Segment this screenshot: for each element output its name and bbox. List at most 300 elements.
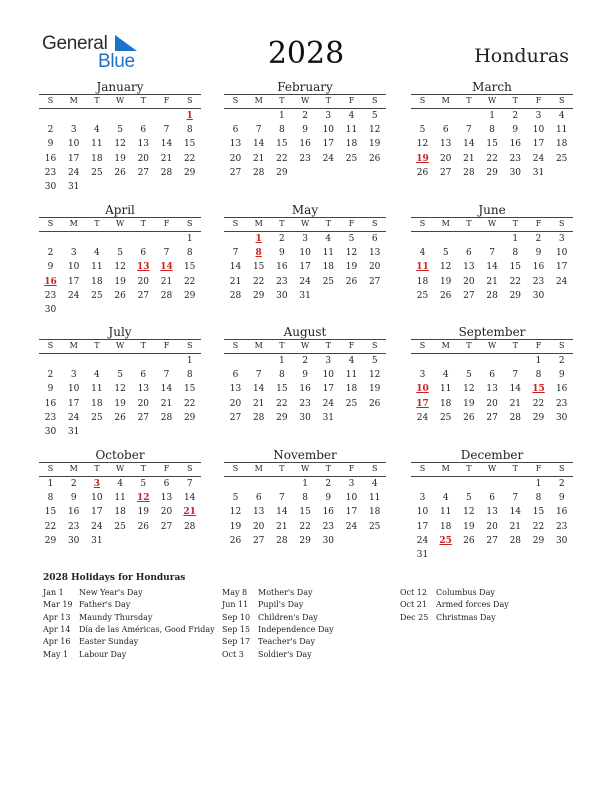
- calendar-day: 8: [186, 125, 193, 136]
- calendar-day: 1: [47, 479, 54, 489]
- holiday-day: 12: [137, 493, 150, 504]
- calendar-day: 21: [229, 276, 242, 287]
- weekday-label: F: [348, 219, 355, 228]
- calendar-day: 24: [91, 521, 103, 532]
- calendar-day: 7: [512, 370, 519, 381]
- holiday-date: Apr 13: [43, 612, 71, 622]
- calendar-day: 24: [345, 521, 358, 532]
- calendar-day: 7: [163, 248, 170, 259]
- calendar-day: 24: [555, 276, 568, 287]
- calendar-day: 29: [486, 167, 498, 178]
- weekday-label: T: [466, 341, 472, 350]
- calendar-day: 18: [345, 384, 358, 395]
- holiday-day: 13: [137, 262, 150, 273]
- calendar-day: 13: [137, 139, 150, 150]
- calendar-day: 23: [44, 412, 57, 423]
- calendar-day: 26: [345, 276, 358, 287]
- calendar-day: 14: [160, 139, 173, 150]
- calendar-day: 16: [44, 398, 57, 409]
- calendar-day: 19: [114, 398, 126, 409]
- calendar-day: 10: [416, 507, 429, 518]
- calendar-day: 7: [163, 370, 170, 381]
- weekday-label: W: [300, 219, 310, 228]
- holiday-name: Día de las Américas, Good Friday: [79, 624, 215, 634]
- holiday-name: Maundy Thursday: [79, 612, 153, 622]
- month-july: [39, 325, 201, 441]
- weekday-label: M: [254, 219, 263, 228]
- weekday-label: W: [300, 96, 310, 105]
- calendar-day: 8: [186, 248, 193, 259]
- holiday-entry: [222, 600, 303, 609]
- calendar-day: 10: [532, 125, 545, 136]
- calendar-day: 12: [368, 125, 381, 136]
- calendar-day: 11: [439, 507, 452, 518]
- calendar-day: 18: [322, 262, 335, 273]
- calendar-day: 16: [67, 507, 80, 518]
- month-october: [39, 448, 201, 564]
- calendar-day: 26: [114, 167, 126, 178]
- calendar-day: 5: [140, 479, 147, 489]
- calendar-day: 28: [463, 167, 475, 178]
- calendar-day: 5: [466, 493, 472, 504]
- weekday-label: M: [441, 464, 450, 473]
- calendar-day: 2: [558, 356, 565, 366]
- calendar-day: 3: [419, 493, 426, 504]
- weekday-label: M: [69, 464, 78, 473]
- calendar-day: 30: [44, 305, 57, 315]
- calendar-day: 28: [276, 535, 288, 546]
- holiday-entry: [222, 625, 334, 634]
- holiday-day: 19: [416, 153, 429, 164]
- calendar-day: 14: [509, 507, 522, 518]
- holiday-date: Sep 10: [222, 612, 251, 622]
- weekday-label: W: [487, 219, 497, 228]
- holiday-date: Oct 3: [222, 649, 244, 659]
- holiday-name: Armed forces Day: [436, 600, 509, 610]
- calendar-day: 8: [279, 125, 285, 136]
- calendar-day: 4: [371, 479, 378, 489]
- calendar-day: 11: [114, 493, 126, 504]
- weekday-label: S: [47, 341, 54, 350]
- holiday-entry: [43, 637, 138, 646]
- calendar-day: 12: [229, 507, 242, 518]
- calendar-day: 29: [183, 167, 196, 178]
- calendar-day: 3: [325, 111, 332, 121]
- calendar-day: 9: [512, 125, 519, 136]
- calendar-day: 29: [299, 535, 311, 546]
- month-name: June: [478, 203, 506, 217]
- weekday-label: F: [348, 96, 355, 105]
- calendar-day: 12: [463, 384, 475, 395]
- calendar-day: 26: [368, 398, 381, 409]
- calendar-day: 23: [322, 521, 335, 532]
- calendar-day: 24: [416, 535, 429, 546]
- calendar-day: 27: [229, 167, 242, 178]
- calendar-day: 13: [229, 139, 242, 150]
- calendar-day: 18: [368, 507, 381, 518]
- holiday-day: 21: [183, 507, 196, 518]
- holiday-day: 16: [44, 276, 57, 287]
- holidays-title: 2028 Holidays for Honduras: [43, 573, 186, 583]
- weekday-label: S: [47, 96, 54, 105]
- calendar-day: 4: [558, 111, 565, 121]
- calendar-day: 19: [114, 276, 126, 287]
- weekday-header: [411, 339, 573, 354]
- weekday-label: T: [325, 341, 331, 350]
- calendar-day: 29: [532, 535, 545, 546]
- calendar-day: 31: [416, 550, 429, 560]
- calendar-day: 14: [160, 384, 173, 395]
- calendar-day: 15: [276, 384, 288, 395]
- calendar-day: 24: [67, 412, 80, 423]
- weekday-label: M: [69, 341, 78, 350]
- calendar-day: 14: [463, 139, 475, 150]
- calendar-day: 6: [140, 125, 147, 136]
- weekday-label: S: [558, 341, 565, 350]
- calendar-day: 3: [70, 125, 77, 136]
- calendar-day: 6: [489, 370, 495, 381]
- calendar-day: 6: [255, 493, 262, 504]
- calendar-day: 10: [322, 125, 335, 136]
- weekday-label: S: [419, 341, 426, 350]
- calendar-day: 21: [252, 153, 265, 164]
- weekday-label: F: [163, 96, 170, 105]
- weekday-label: W: [487, 464, 497, 473]
- calendar-day: 15: [252, 262, 265, 273]
- calendar-day: 24: [322, 398, 335, 409]
- calendar-day: 25: [114, 521, 126, 532]
- calendar-day: 22: [44, 521, 57, 532]
- weekday-label: S: [47, 219, 54, 228]
- month-may: [224, 203, 386, 319]
- calendar-day: 1: [186, 356, 193, 366]
- calendar-day: 20: [137, 153, 150, 164]
- calendar-day: 26: [229, 535, 242, 546]
- calendar-day: 15: [44, 507, 57, 518]
- calendar-day: 30: [555, 412, 568, 423]
- holiday-entry: [400, 600, 509, 609]
- weekday-label: F: [163, 464, 170, 473]
- calendar-day: 16: [555, 384, 568, 395]
- weekday-label: S: [232, 219, 239, 228]
- month-february: [224, 80, 386, 196]
- calendar-day: 6: [140, 370, 147, 381]
- calendar-day: 29: [183, 290, 196, 301]
- calendar-day: 20: [486, 521, 498, 532]
- calendar-day: 4: [348, 356, 355, 366]
- weekday-label: W: [300, 464, 310, 473]
- calendar-day: 20: [137, 398, 150, 409]
- calendar-day: 9: [47, 384, 54, 395]
- holiday-day: 1: [186, 111, 193, 121]
- month-december: [411, 448, 573, 564]
- weekday-label: T: [512, 96, 518, 105]
- calendar-day: 7: [279, 493, 285, 504]
- holiday-date: May 8: [222, 588, 248, 597]
- weekday-label: T: [94, 219, 100, 228]
- calendar-day: 2: [512, 111, 519, 121]
- weekday-label: S: [371, 219, 378, 228]
- calendar-day: 15: [183, 139, 196, 150]
- calendar-day: 4: [348, 111, 355, 121]
- calendar-day: 25: [91, 290, 103, 301]
- calendar-day: 8: [512, 248, 519, 259]
- calendar-day: 22: [183, 276, 196, 287]
- weekday-label: S: [558, 219, 565, 228]
- calendar-day: 3: [302, 234, 308, 244]
- calendar-day: 18: [91, 276, 103, 287]
- weekday-label: F: [535, 219, 542, 228]
- weekday-label: T: [466, 96, 472, 105]
- calendar-day: 14: [229, 262, 242, 273]
- calendar-day: 26: [114, 290, 126, 301]
- calendar-day: 15: [486, 139, 498, 150]
- calendar-day: 7: [489, 248, 495, 259]
- holiday-name: Teacher's Day: [258, 637, 315, 647]
- weekday-label: M: [254, 464, 263, 473]
- calendar-day: 23: [67, 521, 80, 532]
- weekday-label: T: [325, 464, 331, 473]
- calendar-day: 6: [466, 248, 472, 259]
- calendar-day: 31: [532, 167, 545, 178]
- holiday-date: Oct 12: [400, 588, 427, 597]
- calendar-day: 13: [439, 139, 452, 150]
- calendar-day: 9: [279, 248, 285, 259]
- weekday-label: F: [348, 341, 355, 350]
- holiday-date: Dec 25: [400, 612, 429, 622]
- calendar-day: 16: [555, 507, 568, 518]
- calendar-day: 5: [371, 111, 378, 121]
- calendar-day: 2: [558, 479, 565, 489]
- month-march: [411, 80, 573, 196]
- holiday-name: Soldier's Day: [258, 649, 312, 659]
- calendar-day: 16: [299, 139, 311, 150]
- calendar-day: 13: [486, 507, 498, 518]
- calendar-day: 12: [439, 262, 452, 273]
- brand-word-blue: Blue: [98, 51, 135, 72]
- weekday-label: F: [163, 219, 170, 228]
- calendar-day: 3: [70, 370, 77, 381]
- calendar-day: 23: [532, 276, 545, 287]
- month-name: March: [472, 80, 512, 94]
- weekday-header: [411, 217, 573, 232]
- calendar-day: 6: [442, 125, 449, 136]
- holiday-day: 15: [532, 384, 545, 395]
- weekday-label: T: [140, 96, 146, 105]
- calendar-day: 27: [486, 412, 498, 423]
- calendar-day: 21: [463, 153, 475, 164]
- calendar-day: 28: [160, 290, 173, 301]
- month-april: [39, 203, 201, 319]
- calendar-day: 11: [91, 384, 103, 395]
- calendar-day: 1: [302, 479, 308, 489]
- calendar-day: 17: [555, 262, 568, 273]
- calendar-day: 1: [186, 234, 193, 244]
- weekday-label: S: [371, 464, 378, 473]
- month-name: October: [95, 448, 145, 462]
- holiday-date: Oct 21: [400, 600, 427, 610]
- calendar-day: 24: [322, 153, 335, 164]
- calendar-day: 30: [67, 535, 80, 546]
- calendar-day: 25: [345, 398, 358, 409]
- calendar-day: 24: [532, 153, 545, 164]
- calendar-day: 27: [252, 535, 265, 546]
- calendar-day: 23: [44, 167, 57, 178]
- calendar-day: 28: [229, 290, 242, 301]
- calendar-day: 7: [512, 493, 519, 504]
- calendar-day: 31: [91, 535, 103, 546]
- calendar-day: 6: [371, 234, 378, 244]
- holiday-date: Apr 14: [43, 624, 71, 634]
- calendar-day: 6: [232, 125, 239, 136]
- calendar-day: 14: [486, 262, 498, 273]
- weekday-label: S: [186, 341, 193, 350]
- calendar-day: 5: [371, 356, 378, 366]
- calendar-day: 25: [345, 153, 358, 164]
- weekday-label: S: [186, 464, 193, 473]
- calendar-day: 2: [325, 479, 332, 489]
- calendar-day: 4: [442, 493, 449, 504]
- calendar-day: 18: [345, 139, 358, 150]
- holiday-date: May 1: [43, 649, 69, 659]
- calendar-day: 17: [67, 153, 80, 164]
- calendar-day: 26: [439, 290, 452, 301]
- calendar-day: 20: [439, 153, 452, 164]
- weekday-label: S: [232, 464, 239, 473]
- calendar-day: 18: [439, 398, 452, 409]
- calendar-day: 2: [302, 111, 308, 121]
- calendar-day: 12: [463, 507, 475, 518]
- weekday-label: S: [47, 464, 54, 473]
- holiday-entry: [43, 588, 143, 597]
- calendar-day: 1: [535, 356, 542, 366]
- calendar-day: 10: [91, 493, 103, 504]
- holiday-date: Sep 17: [222, 637, 251, 647]
- calendar-day: 1: [279, 111, 285, 121]
- calendar-day: 21: [486, 276, 498, 287]
- weekday-label: S: [371, 96, 378, 105]
- calendar-day: 2: [302, 356, 308, 366]
- calendar-day: 12: [114, 262, 126, 273]
- calendar-day: 30: [322, 535, 335, 546]
- weekday-header: [411, 94, 573, 109]
- weekday-label: M: [69, 219, 78, 228]
- calendar-day: 13: [463, 262, 475, 273]
- calendar-day: 30: [44, 427, 57, 437]
- holiday-name: Labour Day: [79, 649, 127, 659]
- month-name: May: [291, 203, 319, 217]
- holiday-day: 8: [255, 248, 262, 259]
- calendar-day: 11: [322, 248, 335, 259]
- calendar-day: 4: [94, 248, 100, 259]
- weekday-label: W: [487, 96, 497, 105]
- calendar-day: 7: [186, 479, 193, 489]
- calendar-day: 16: [532, 262, 545, 273]
- calendar-day: 22: [183, 398, 196, 409]
- weekday-label: T: [140, 219, 146, 228]
- calendar-day: 9: [47, 139, 54, 150]
- calendar-day: 23: [555, 398, 568, 409]
- weekday-header: [224, 94, 386, 109]
- holiday-day: 14: [160, 262, 173, 273]
- calendar-day: 10: [555, 248, 568, 259]
- calendar-day: 19: [229, 521, 242, 532]
- holiday-entry: [222, 637, 315, 646]
- calendar-day: 15: [299, 507, 311, 518]
- calendar-day: 20: [486, 398, 498, 409]
- calendar-day: 4: [94, 370, 100, 381]
- calendar-day: 10: [67, 262, 80, 273]
- weekday-label: S: [419, 464, 426, 473]
- calendar-day: 2: [47, 248, 54, 259]
- calendar-day: 8: [279, 370, 285, 381]
- calendar-day: 28: [509, 412, 522, 423]
- calendar-day: 9: [47, 262, 54, 273]
- weekday-label: S: [232, 96, 239, 105]
- weekday-label: S: [371, 341, 378, 350]
- weekday-header: [411, 462, 573, 477]
- holiday-entry: [222, 588, 312, 597]
- calendar-day: 30: [509, 167, 522, 178]
- calendar-day: 27: [160, 521, 173, 532]
- calendar-day: 20: [368, 262, 381, 273]
- month-september: [411, 325, 573, 441]
- calendar-day: 25: [416, 290, 429, 301]
- calendar-day: 19: [439, 276, 452, 287]
- calendar-day: 1: [535, 479, 542, 489]
- holiday-day: 25: [439, 535, 452, 546]
- calendar-day: 27: [137, 290, 150, 301]
- calendar-day: 1: [489, 111, 495, 121]
- holiday-entry: [43, 625, 215, 634]
- weekday-label: T: [325, 96, 331, 105]
- calendar-day: 6: [232, 370, 239, 381]
- calendar-day: 3: [70, 248, 77, 259]
- calendar-day: 16: [509, 139, 522, 150]
- weekday-label: M: [69, 96, 78, 105]
- calendar-day: 22: [276, 153, 288, 164]
- calendar-day: 19: [345, 262, 358, 273]
- calendar-day: 2: [47, 370, 54, 381]
- weekday-label: M: [441, 96, 450, 105]
- calendar-day: 6: [489, 493, 495, 504]
- weekday-label: T: [466, 219, 472, 228]
- calendar-day: 17: [299, 262, 311, 273]
- calendar-day: 26: [368, 153, 381, 164]
- weekday-label: T: [325, 219, 331, 228]
- calendar-day: 16: [276, 262, 288, 273]
- calendar-day: 17: [345, 507, 358, 518]
- holiday-entry: [400, 613, 496, 622]
- month-name: April: [105, 203, 135, 217]
- calendar-day: 8: [535, 370, 542, 381]
- weekday-header: [39, 94, 201, 109]
- weekday-header: [39, 462, 201, 477]
- calendar-day: 28: [160, 167, 173, 178]
- holiday-day: 11: [416, 262, 429, 273]
- holiday-name: Mother's Day: [258, 588, 313, 597]
- calendar-day: 18: [91, 398, 103, 409]
- holiday-name: New Year's Day: [79, 588, 143, 597]
- weekday-label: M: [254, 341, 263, 350]
- calendar-day: 20: [229, 398, 242, 409]
- calendar-day: 23: [44, 290, 57, 301]
- weekday-label: S: [558, 96, 565, 105]
- holiday-date: Apr 16: [43, 637, 71, 647]
- calendar-day: 7: [255, 370, 262, 381]
- weekday-label: F: [348, 464, 355, 473]
- calendar-day: 10: [299, 248, 311, 259]
